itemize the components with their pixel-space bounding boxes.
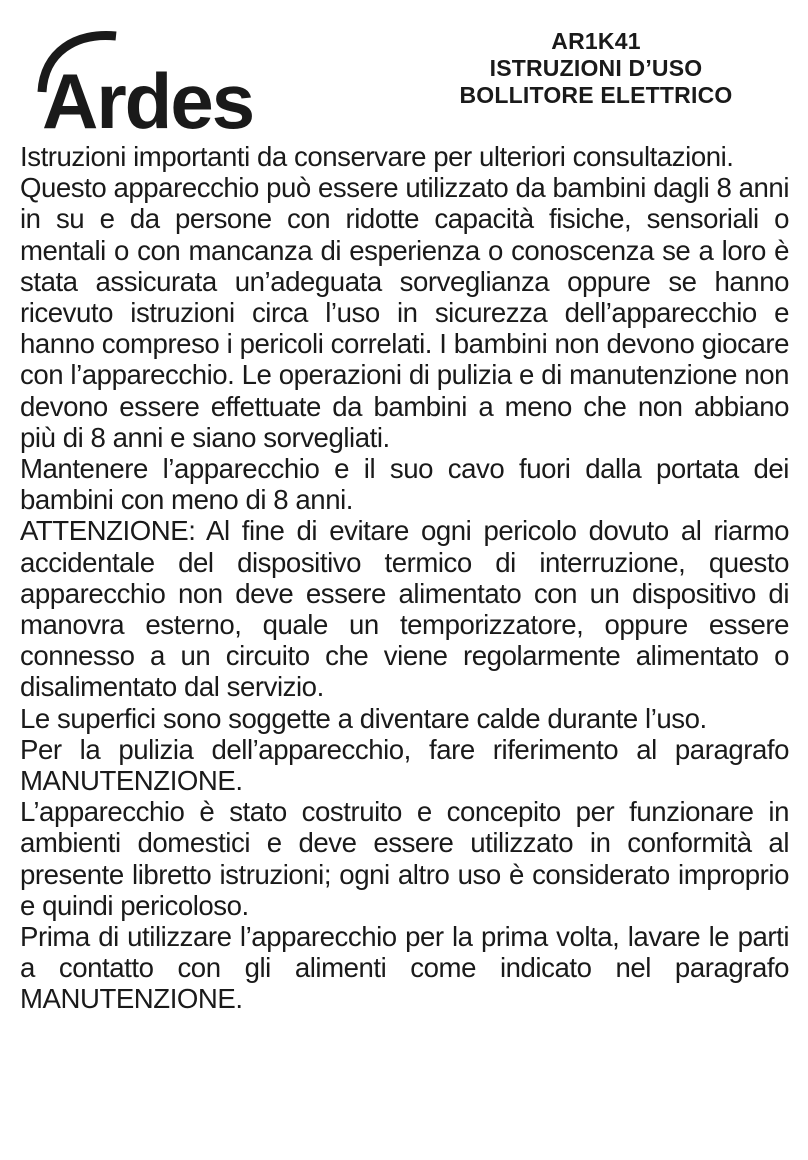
document-header — [416, 28, 776, 109]
paragraph-hot-surfaces: Le superfici sono soggette a diventare calde durante l’uso. — [20, 702, 707, 734]
paragraph-attention: ATTENZIONE: Al fine di evitare ogni pericolo dovuto al riarmo accidentale del dispositivo termico di interruzione, questo apparecchio non deve essere alimentato con un dispositivo di manovra esterno, quale un temporizzatore, oppure essere connesso a un circuito che viene regolarmente alimentato o disalimentato dal servizio. — [20, 515, 789, 703]
svg-text:Ardes: Ardes — [42, 57, 254, 138]
ardes-logo — [28, 28, 298, 138]
paragraph-domestic-use: L’apparecchio è stato costruito e concepito per funzionare in ambienti domestici e deve essere utilizzato in conformità al presente libretto istruzioni; ogni altro uso è considerato improprio e quindi pericoloso. — [20, 796, 789, 921]
paragraph-first-use: Prima di utilizzare l’apparecchio per la prima volta, lavare le parti a contatto con gli alimenti come indicato nel paragrafo MANUTENZIONE. — [20, 921, 789, 1015]
model-code: AR1K41 — [551, 28, 641, 54]
paragraph-keep-instructions: Istruzioni importanti da conservare per ulteriori consultazioni. — [20, 141, 734, 172]
instructions-body — [20, 141, 789, 1015]
ardes-logo-mark — [28, 28, 298, 138]
document-type: ISTRUZIONI D’USO — [489, 55, 703, 81]
paragraph-keep-away: Mantenere l’apparecchio e il suo cavo fuori dalla portata dei bambini con meno di 8 anni. — [20, 453, 789, 516]
paragraph-cleaning: Per la pulizia dell’apparecchio, fare riferimento al paragrafo MANUTENZIONE. — [20, 733, 789, 797]
paragraph-children-use: Questo apparecchio può essere utilizzato da bambini dagli 8 anni in su e da persone con ridotte capacità fisiche, sensoriali o mentali o con mancanza di esperienza o conoscenza se a loro è stata assicurata un’adeguata sorveglianza oppure se hanno ricevuto istruzioni circa l’uso in sicurezza dell’apparecchio e hanno compreso i pericoli correlati. I bambini non devono giocare con l’apparecchio. Le operazioni di pulizia e di manutenzione non devono essere effettuate da bambini a meno che non abbiano più di 8 anni e siano sorvegliati. — [20, 172, 789, 453]
product-name: BOLLITORE ELETTRICO — [459, 82, 733, 108]
